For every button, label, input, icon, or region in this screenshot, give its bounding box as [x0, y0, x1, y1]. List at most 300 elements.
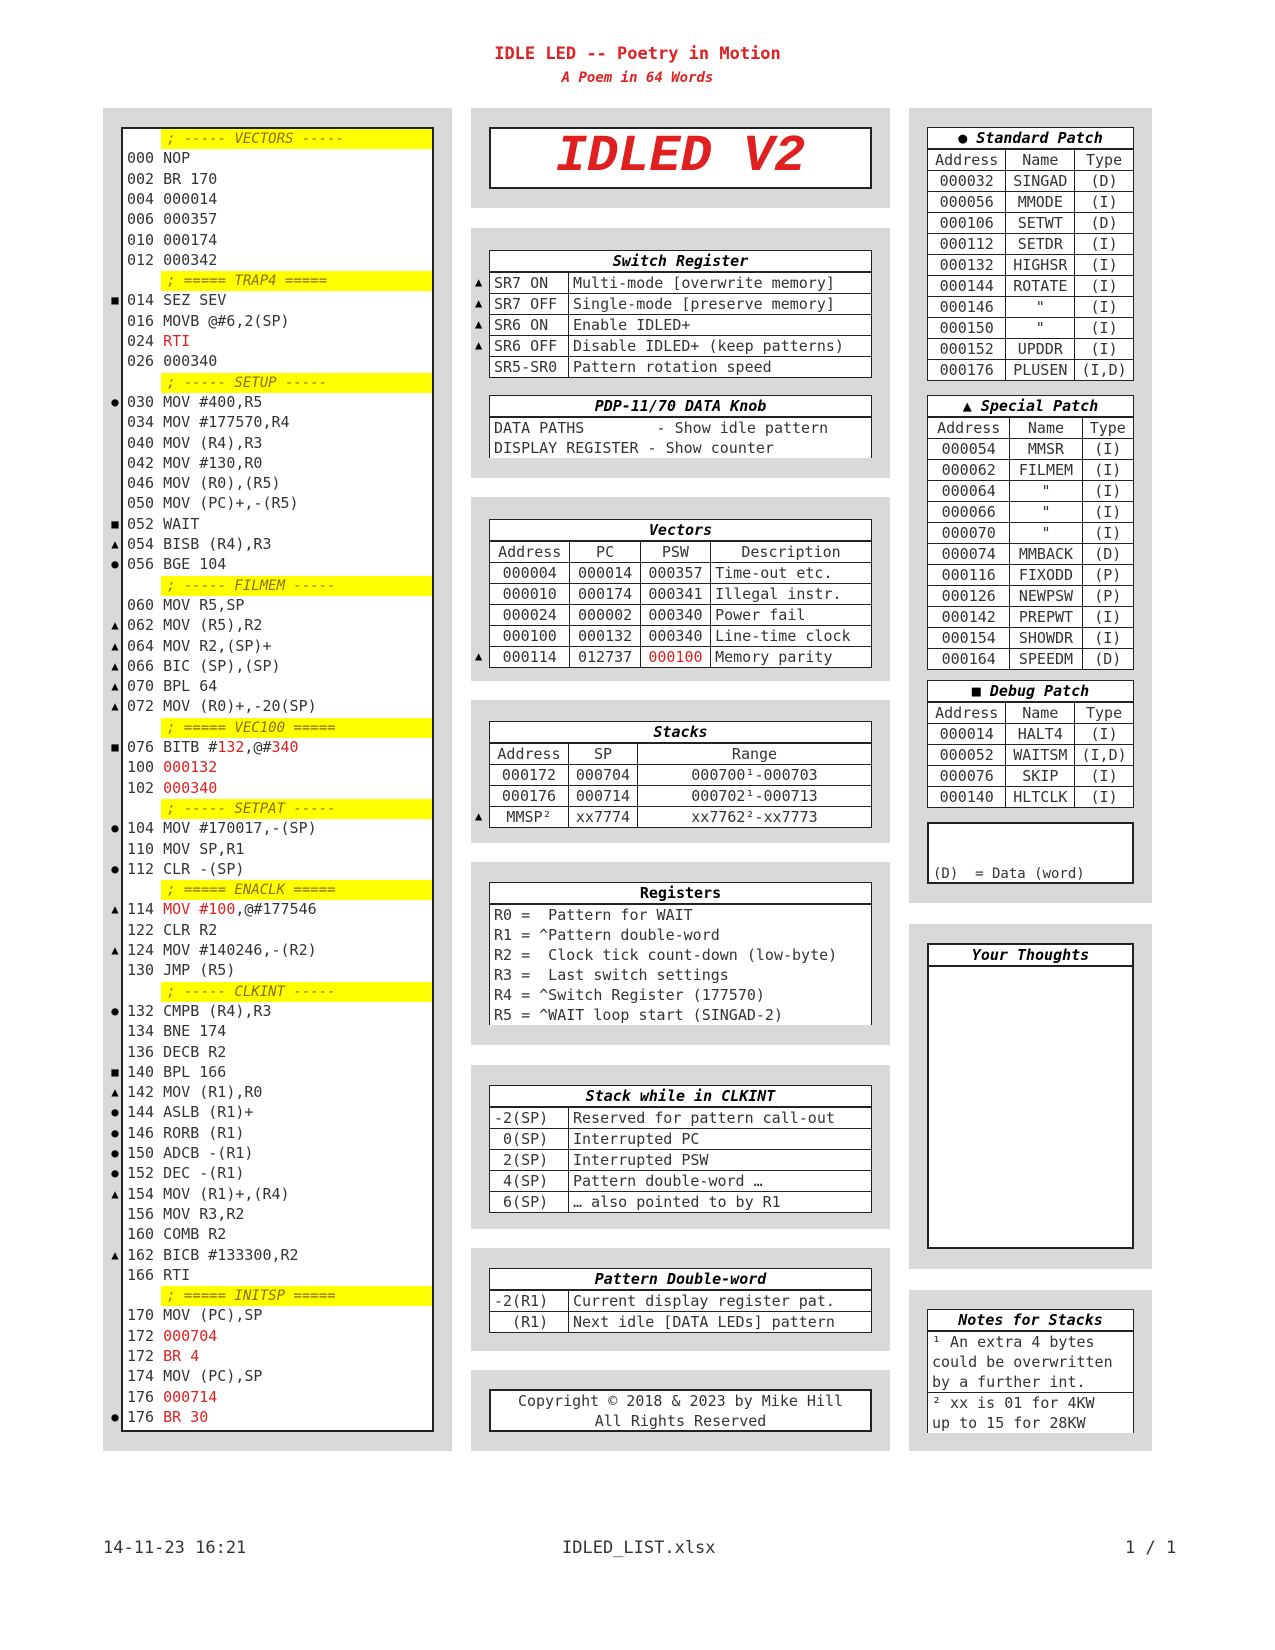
- patch-marker-icon: ▲: [111, 679, 119, 694]
- table-row: [928, 766, 1134, 787]
- listing-address: 122: [127, 920, 155, 939]
- table-cell: 000172: [490, 765, 569, 786]
- listing-address: 176: [127, 1387, 155, 1406]
- listing-line: [123, 757, 432, 778]
- table-cell: WAITSM: [1006, 745, 1075, 766]
- table-row: [928, 234, 1134, 255]
- listing-line: [123, 1326, 432, 1347]
- table-cell: 000132: [570, 626, 640, 647]
- table-cell: (I): [1075, 339, 1134, 360]
- patch-marker-icon: ●: [111, 821, 119, 836]
- table-cell: ROTATE: [1006, 276, 1075, 297]
- listing-address: 010: [127, 230, 155, 249]
- register-line: R2 = Clock tick count-down (low-byte): [490, 945, 872, 965]
- knob-line: DATA PATHS - Show idle pattern: [490, 417, 872, 438]
- table-row: [928, 171, 1134, 192]
- table-row: [490, 563, 872, 584]
- listing-code: 000357: [163, 210, 218, 229]
- pattern-offset: -2(R1): [490, 1290, 569, 1312]
- table-cell: 000132: [928, 255, 1006, 276]
- listing-code: BITB #: [163, 738, 218, 756]
- table-row: [928, 1331, 1134, 1352]
- table-cell: SETWT: [1006, 213, 1075, 234]
- listing-code: MOV (R0)+,-20(SP): [163, 697, 317, 716]
- patch-marker-icon: ▲: [111, 638, 119, 653]
- listing-line: [123, 595, 432, 616]
- listing-address: 152: [127, 1164, 155, 1183]
- listing-address: 046: [127, 474, 155, 493]
- listing-line: [123, 209, 432, 230]
- listing-address: 174: [127, 1367, 155, 1386]
- table-cell: xx7774: [569, 807, 638, 828]
- footer-timestamp: 14-11-23 16:21: [103, 1538, 247, 1558]
- table-row: [928, 297, 1134, 318]
- table-cell: (I): [1075, 276, 1134, 297]
- clkint-stack-table: [489, 1085, 872, 1213]
- listing-line: [123, 1204, 432, 1225]
- table-cell: ": [1010, 523, 1082, 544]
- table-cell: NEWPSW: [1010, 586, 1082, 607]
- table-cell: PREPWT: [1010, 607, 1082, 628]
- listing-code-highlight: RTI: [163, 332, 191, 350]
- listing-address: 054: [127, 535, 155, 553]
- table-cell: 000700¹-000703: [638, 765, 872, 786]
- listing-line: [123, 433, 432, 454]
- listing-line: [111, 1123, 432, 1144]
- page-subtitle: A Poem in 64 Words: [561, 70, 714, 86]
- table-cell: 000074: [928, 544, 1010, 565]
- patch-marker-icon: ●: [111, 1003, 119, 1018]
- table-cell: 000100: [490, 626, 570, 647]
- table-cell: ": [1010, 502, 1082, 523]
- listing-code: MOV SP,R1: [163, 839, 245, 858]
- table-cell: 000002: [570, 605, 640, 626]
- table-cell: (I): [1075, 234, 1134, 255]
- table-cell: 000357: [640, 563, 710, 584]
- table-cell: UPDDR: [1006, 339, 1075, 360]
- table-row: [928, 439, 1134, 460]
- section-label: ; ----- FILMEM -----: [161, 576, 432, 596]
- table-cell: 012737: [570, 647, 640, 668]
- listing-address: 144: [127, 1103, 155, 1122]
- table-cell: 000054: [928, 439, 1010, 460]
- listing-address: 066: [127, 656, 155, 675]
- table-cell: 000126: [928, 586, 1010, 607]
- listing-code: SEZ SEV: [163, 291, 227, 310]
- listing-line: [123, 1224, 432, 1245]
- table-cell: 000070: [928, 523, 1010, 544]
- patch-marker-icon: ▲: [111, 699, 119, 714]
- stack-description: Interrupted PSW: [569, 1150, 872, 1171]
- listing-line: [111, 940, 432, 961]
- section-label: ; ===== VEC100 =====: [161, 718, 432, 738]
- listing-line: [123, 189, 432, 210]
- column-header: SP: [569, 743, 638, 765]
- patch-marker-icon: ▲: [475, 649, 483, 663]
- table-row: [490, 336, 872, 357]
- listing-line: [123, 960, 432, 981]
- rights-line: All Rights Reserved: [594, 1412, 767, 1430]
- listing-address: 062: [127, 616, 155, 635]
- column-header: Address: [490, 743, 569, 765]
- listing-line: [123, 839, 432, 860]
- switch-register-table: [489, 250, 872, 378]
- listing-line: [111, 514, 432, 535]
- table-row: [490, 904, 872, 925]
- switch-description: Single-mode [preserve memory]: [569, 294, 872, 315]
- table-cell: 000052: [928, 745, 1006, 766]
- listing-line: [123, 351, 432, 372]
- listing-line: [123, 1265, 432, 1286]
- table-row: [490, 1129, 872, 1150]
- pattern-doubleword-table: [489, 1268, 872, 1333]
- table-row: [490, 985, 872, 1005]
- table-cell: 000340: [640, 605, 710, 626]
- listing-line: [111, 290, 432, 311]
- listing-address: 156: [127, 1204, 155, 1223]
- table-cell: (I): [1082, 502, 1134, 523]
- listing-address: 166: [127, 1265, 155, 1284]
- register-line: R0 = Pattern for WAIT: [490, 904, 872, 925]
- listing-code: BPL 64: [163, 677, 218, 696]
- standard-patch-table: [927, 127, 1134, 381]
- table-row: [490, 357, 872, 378]
- table-cell: 000062: [928, 460, 1010, 481]
- column-header: Name: [1010, 417, 1082, 439]
- table-row: [490, 945, 872, 965]
- listing-code-highlight: 340: [271, 738, 299, 756]
- stack-description: … also pointed to by R1: [569, 1192, 872, 1213]
- table-row: [928, 276, 1134, 297]
- table-cell: (I): [1082, 523, 1134, 544]
- stack-offset: 4(SP): [490, 1171, 569, 1192]
- table-row: [928, 787, 1134, 808]
- listing-address: 162: [127, 1245, 155, 1264]
- listing-address: 014: [127, 291, 155, 310]
- table-cell: (P): [1082, 565, 1134, 586]
- listing-address: 154: [127, 1184, 155, 1203]
- listing-code-highlight: MOV #100: [163, 900, 236, 919]
- patch-marker-icon: ▲: [111, 1247, 119, 1262]
- table-row: [490, 315, 872, 336]
- listing-line: [111, 1163, 432, 1184]
- stack-offset: 2(SP): [490, 1150, 569, 1171]
- table-cell: (I): [1075, 297, 1134, 318]
- listing-line: [111, 554, 432, 575]
- listing-line: [111, 1184, 432, 1205]
- listing-code-highlight: 000704: [163, 1326, 218, 1345]
- table-row: [490, 1171, 872, 1192]
- listing-code: CMPB (R4),R3: [163, 1001, 272, 1020]
- listing-line: [123, 453, 432, 474]
- listing-address: 060: [127, 595, 155, 614]
- listing-line: [111, 1407, 432, 1428]
- table-title: Vectors: [490, 520, 872, 542]
- listing-address: 110: [127, 839, 155, 858]
- table-cell: 000056: [928, 192, 1006, 213]
- table-row: [928, 628, 1134, 649]
- listing-address: 052: [127, 514, 155, 533]
- listing-code: 000014: [163, 189, 218, 208]
- listing-address: 140: [127, 1062, 155, 1081]
- your-thoughts-box[interactable]: [927, 943, 1134, 1249]
- table-cell: 000010: [490, 584, 570, 605]
- note-line: up to 15 for 28KW: [928, 1413, 1134, 1433]
- footer-page: 1 / 1: [1125, 1538, 1177, 1558]
- patch-marker-icon: ▲: [111, 943, 119, 957]
- listing-code: BGE 104: [163, 555, 227, 574]
- table-cell: (I): [1075, 318, 1134, 339]
- section-label: ; ----- SETUP -----: [161, 373, 432, 393]
- listing-code-highlight: 000714: [163, 1387, 218, 1406]
- table-cell: (I): [1082, 460, 1134, 481]
- listing-address: 002: [127, 169, 155, 188]
- switch-setting: SR6 OFF: [490, 336, 569, 357]
- listing-line: [111, 676, 432, 697]
- listing-address: 004: [127, 189, 155, 208]
- table-title: Pattern Double-word: [490, 1269, 872, 1291]
- listing-line: [111, 1001, 432, 1022]
- table-row: [490, 965, 872, 985]
- listing-line: [123, 311, 432, 332]
- listing-line: [111, 818, 432, 839]
- listing-code: RORB (R1): [163, 1123, 245, 1142]
- table-cell: (I,D): [1075, 360, 1134, 381]
- table-cell: ": [1006, 318, 1075, 339]
- section-label: ; ----- VECTORS -----: [161, 129, 432, 149]
- table-cell: FIXODD: [1010, 565, 1082, 586]
- stack-offset: -2(SP): [490, 1107, 569, 1129]
- switch-description: Disable IDLED+ (keep patterns): [569, 336, 872, 357]
- pattern-description: Next idle [DATA LEDs] pattern: [569, 1312, 872, 1333]
- table-cell: Illegal instr.: [711, 584, 872, 605]
- table-row: [490, 584, 872, 605]
- patch-marker-icon: ●: [111, 1166, 119, 1181]
- listing-line: [123, 148, 432, 169]
- stack-offset: 0(SP): [490, 1129, 569, 1150]
- table-title: Notes for Stacks: [928, 1310, 1134, 1332]
- patch-marker-icon: ●: [111, 1146, 119, 1160]
- patch-marker-icon: ▲: [475, 317, 483, 331]
- table-row: [928, 360, 1134, 381]
- table-cell: (I): [1082, 481, 1134, 502]
- listing-address: 112: [127, 859, 155, 878]
- listing-address: 160: [127, 1225, 155, 1244]
- listing-code: MOV (R1),R0: [163, 1083, 263, 1102]
- table-cell: 000032: [928, 171, 1006, 192]
- table-row: [928, 607, 1134, 628]
- listing-code: MOV #130,R0: [163, 453, 263, 472]
- listing-line: [123, 1042, 432, 1063]
- copyright-line: Copyright © 2018 & 2023 by Mike Hill: [517, 1392, 844, 1410]
- table-row: [928, 213, 1134, 234]
- listing-line: [123, 1346, 432, 1367]
- table-cell: 000140: [928, 787, 1006, 808]
- table-cell: 000154: [928, 628, 1010, 649]
- listing-address: 104: [127, 819, 155, 838]
- table-cell: Memory parity: [711, 647, 872, 668]
- patch-marker-icon: ▲: [475, 275, 483, 289]
- table-cell: (I): [1082, 628, 1134, 649]
- pattern-description: Current display register pat.: [569, 1290, 872, 1312]
- patch-marker-icon: ●: [111, 557, 119, 572]
- switch-description: Pattern rotation speed: [569, 357, 872, 378]
- listing-line: [111, 1082, 432, 1103]
- table-cell: 000340: [640, 626, 710, 647]
- listing-address: 042: [127, 453, 155, 472]
- patch-marker-icon: ▲: [111, 537, 119, 551]
- listing-address: 102: [127, 778, 155, 797]
- table-cell: SPEEDM: [1010, 649, 1082, 670]
- listing-code: MOV R3,R2: [163, 1204, 245, 1223]
- listing-address: 006: [127, 210, 155, 229]
- table-row: [490, 417, 872, 438]
- table-cell: 000704: [569, 765, 638, 786]
- table-cell: SHOWDR: [1010, 628, 1082, 649]
- switch-setting: SR7 OFF: [490, 294, 569, 315]
- listing-code: MOV #177570,R4: [163, 413, 290, 432]
- listing-code: BIC (SP),(SP): [163, 656, 281, 675]
- listing-line: [123, 412, 432, 433]
- listing-code-highlight: 000340: [163, 778, 218, 797]
- table-row: [490, 272, 872, 294]
- table-cell: SKIP: [1006, 766, 1075, 787]
- listing-address: 050: [127, 494, 155, 513]
- table-title: ▲ Special Patch: [928, 396, 1134, 418]
- listing-address: 176: [127, 1407, 155, 1426]
- column-header: Address: [490, 541, 570, 563]
- table-cell: 000341: [640, 584, 710, 605]
- listing-address: 172: [127, 1347, 155, 1365]
- patch-marker-icon: ▲: [111, 1186, 119, 1201]
- listing-code-highlight: BR 4: [163, 1347, 200, 1365]
- listing-line: [111, 859, 432, 880]
- note-line: by a further int.: [928, 1372, 1134, 1393]
- listing-address: 072: [127, 697, 155, 716]
- listing-line: [111, 1245, 432, 1266]
- table-row: [928, 481, 1134, 502]
- listing-code: MOV (PC),SP: [163, 1367, 263, 1386]
- table-cell: SINGAD: [1006, 171, 1075, 192]
- listing-address: 134: [127, 1022, 155, 1041]
- table-row: [928, 460, 1134, 481]
- listing-code: MOV (R5),R2: [163, 616, 263, 635]
- patch-marker-icon: ▲: [111, 618, 119, 633]
- register-line: R1 = ^Pattern double-word: [490, 925, 872, 945]
- listing-line: [111, 1102, 432, 1123]
- table-title: Registers: [490, 883, 872, 905]
- listing-code: BICB #133300,R2: [163, 1245, 299, 1264]
- table-cell: (P): [1082, 586, 1134, 607]
- column-header: Type: [1075, 149, 1134, 171]
- table-row: [928, 586, 1134, 607]
- table-row: [490, 1312, 872, 1333]
- table-cell: 000014: [570, 563, 640, 584]
- listing-code-highlight: 132: [217, 738, 245, 756]
- listing-line: [123, 920, 432, 941]
- register-line: R3 = Last switch settings: [490, 965, 872, 985]
- listing-line: [111, 1143, 432, 1164]
- listing-address: 136: [127, 1042, 155, 1061]
- table-row: [490, 1192, 872, 1213]
- listing-code: MOV (R1)+,(R4): [163, 1184, 290, 1203]
- listing-address: 146: [127, 1123, 155, 1142]
- table-cell: 000714: [569, 786, 638, 807]
- listing-line: [123, 1387, 432, 1408]
- listing-line: [111, 534, 432, 555]
- table-row: [490, 647, 872, 668]
- table-cell: 000064: [928, 481, 1010, 502]
- listing-address: 034: [127, 413, 155, 432]
- table-title: PDP-11/70 DATA Knob: [490, 396, 872, 418]
- table-cell: Power fail: [711, 605, 872, 626]
- listing-address: 100: [127, 758, 155, 777]
- register-line: R5 = ^WAIT loop start (SINGAD-2): [490, 1005, 872, 1025]
- table-row: [928, 192, 1134, 213]
- listing-code: 000342: [163, 250, 218, 269]
- table-row: [490, 807, 872, 828]
- table-cell: HLTCLK: [1006, 787, 1075, 808]
- listing-code: MOV R2,(SP)+: [163, 636, 272, 655]
- legend-data: (D) = Data (word): [933, 866, 1085, 882]
- table-cell: Line-time clock: [711, 626, 872, 647]
- table-row: [928, 318, 1134, 339]
- footer-filename: IDLED_LIST.xlsx: [562, 1538, 716, 1558]
- table-cell: SETDR: [1006, 234, 1075, 255]
- switch-description: Enable IDLED+: [569, 315, 872, 336]
- table-cell: 000152: [928, 339, 1006, 360]
- listing-code: 000340: [163, 352, 218, 371]
- listing-address: 030: [127, 392, 155, 411]
- table-cell: MMBACK: [1010, 544, 1082, 565]
- listing-code-highlight: 000132: [163, 758, 218, 777]
- table-cell: ": [1006, 297, 1075, 318]
- switch-setting: SR7 ON: [490, 272, 569, 294]
- table-cell: HIGHSR: [1006, 255, 1075, 276]
- table-cell: 000176: [490, 786, 569, 807]
- patch-marker-icon: ▲: [475, 809, 483, 823]
- banner-title: IDLED V2: [555, 127, 806, 186]
- listing-address: 130: [127, 961, 155, 980]
- listing-address: 124: [127, 941, 155, 959]
- debug-patch-table: [927, 680, 1134, 808]
- listing-code: MOV #140246,-(R2): [163, 941, 317, 959]
- listing-address: 024: [127, 332, 155, 350]
- table-row: [490, 1150, 872, 1171]
- table-row: [928, 544, 1134, 565]
- table-title: Stacks: [490, 722, 872, 744]
- table-row: [928, 724, 1134, 745]
- patch-marker-icon: ■: [111, 740, 119, 754]
- column-header: Type: [1075, 702, 1134, 724]
- table-cell: 000174: [570, 584, 640, 605]
- table-row: [928, 1352, 1134, 1372]
- patch-marker-icon: ■: [111, 516, 119, 531]
- table-row: [928, 255, 1134, 276]
- patch-marker-icon: ▲: [111, 1085, 119, 1100]
- listing-line: [123, 493, 432, 514]
- column-header: Address: [928, 149, 1006, 171]
- listing-line: [111, 392, 432, 413]
- listing-code: MOV #170017,-(SP): [163, 819, 317, 838]
- table-title: ■ Debug Patch: [928, 681, 1134, 703]
- patch-marker-icon: ●: [111, 394, 119, 409]
- table-cell: (I): [1075, 724, 1134, 745]
- listing-address: 016: [127, 311, 155, 330]
- patch-marker-icon: ▲: [111, 902, 119, 917]
- vectors-table: [489, 519, 872, 668]
- stack-description: Reserved for pattern call-out: [569, 1107, 872, 1129]
